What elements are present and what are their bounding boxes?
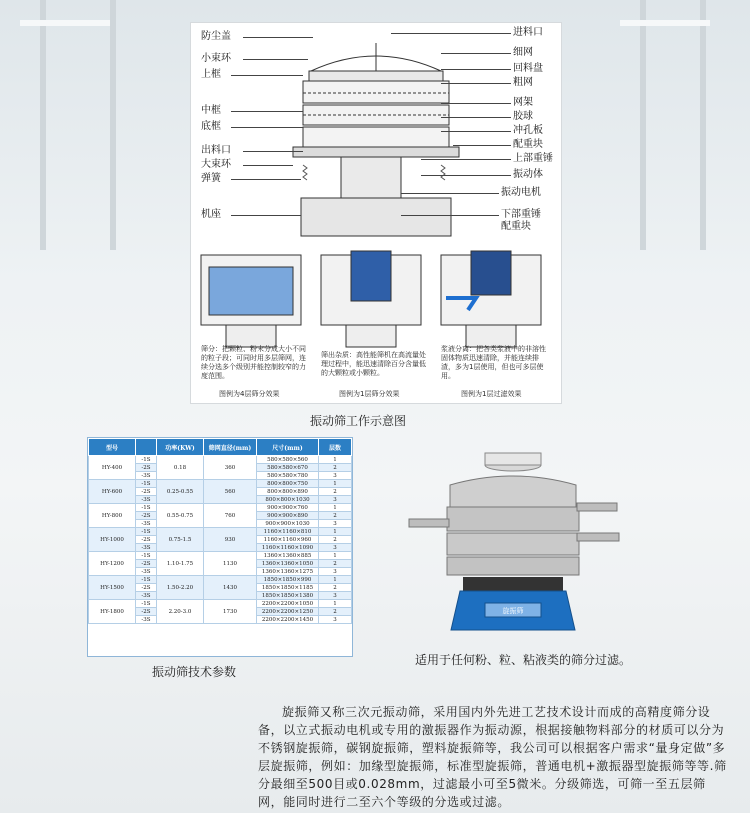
working-diagram-panel xyxy=(190,22,562,404)
cell-layer-code: -1S xyxy=(136,576,157,584)
product-caption: 适用于任何粉、粒、粘液类的筛分过滤。 xyxy=(415,653,632,667)
cell-size: 1160×1160×960 xyxy=(257,536,319,544)
cell-size: 800×800×890 xyxy=(257,488,319,496)
cell-layer-code: -1S xyxy=(136,528,157,536)
cell-layer-code: -3S xyxy=(136,616,157,624)
cell-model: HY-1500 xyxy=(89,576,136,600)
cell-diameter: 1730 xyxy=(204,600,257,624)
label-coarse-mesh: 粗网 xyxy=(513,77,533,88)
label-vibration-motor: 振动电机 xyxy=(501,187,541,198)
cell-power: 2.20-3.0 xyxy=(157,600,204,624)
cell-layer-code: -3S xyxy=(136,496,157,504)
cell-size: 1360×1360×1050 xyxy=(257,560,319,568)
cell-diameter: 930 xyxy=(204,528,257,552)
nameplate-text: 旋振筛 xyxy=(502,607,524,615)
cell-size: 800×800×750 xyxy=(257,480,319,488)
panel-caption-1: 图例为4层筛分效果 xyxy=(219,390,280,398)
cell-layers: 2 xyxy=(319,536,352,544)
cell-size: 1160×1160×1090 xyxy=(257,544,319,552)
cell-model: HY-600 xyxy=(89,480,136,504)
cell-model: HY-1800 xyxy=(89,600,136,624)
header-diameter: 筛网直径(mm) xyxy=(204,439,257,456)
panel-desc-1: 筛分：把颗粒、粉末分成大小不同的粒子段；可同时用多层筛网，连续分选多个级别并能控制较窄的力度范围。 xyxy=(201,345,306,380)
label-outlet: 出料口 xyxy=(201,145,231,156)
label-dust-cover: 防尘盖 xyxy=(201,31,231,42)
cell-size: 1850×1850×990 xyxy=(257,576,319,584)
cell-layers: 1 xyxy=(319,456,352,464)
cell-power: 1.50-2.20 xyxy=(157,576,204,600)
cell-power: 0.75-1.5 xyxy=(157,528,204,552)
label-fine-mesh: 细网 xyxy=(513,47,533,58)
cell-size: 900×900×760 xyxy=(257,504,319,512)
cell-size: 1850×1850×1185 xyxy=(257,584,319,592)
cell-layers: 2 xyxy=(319,488,352,496)
panel-caption-3: 图例为1层过滤效果 xyxy=(461,390,522,398)
label-mesh-frame: 网架 xyxy=(513,97,533,108)
header-size: 尺寸(mm) xyxy=(257,439,319,456)
label-punched-plate: 冲孔板 xyxy=(513,125,543,136)
cell-layers: 1 xyxy=(319,576,352,584)
table-title: 振动筛技术参数 xyxy=(152,665,237,679)
cell-layer-code: -1S xyxy=(136,480,157,488)
cell-layer-code: -3S xyxy=(136,544,157,552)
cell-power: 1.10-1.75 xyxy=(157,552,204,576)
header-power: 功率(KW) xyxy=(157,439,204,456)
cell-size: 1850×1850×1380 xyxy=(257,592,319,600)
cell-size: 580×580×780 xyxy=(257,472,319,480)
cell-layers: 3 xyxy=(319,496,352,504)
table-row xyxy=(89,576,352,584)
cell-diameter: 1430 xyxy=(204,576,257,600)
header-model: 型号 xyxy=(89,439,136,456)
panel-desc-3: 浆液分离：把各类浆液中的非溶性固体物质迅速清除，并能连续排渣，多为1层使用，但也可多层使用。 xyxy=(441,345,546,380)
cell-layer-code: -1S xyxy=(136,600,157,608)
cell-size: 580×580×670 xyxy=(257,464,319,472)
cell-layers: 3 xyxy=(319,616,352,624)
cell-layer-code: -3S xyxy=(136,568,157,576)
cell-layers: 1 xyxy=(319,480,352,488)
cell-model: HY-400 xyxy=(89,456,136,480)
cell-size: 900×900×1030 xyxy=(257,520,319,528)
label-base: 机座 xyxy=(201,209,221,220)
cell-size: 2200×2200×1050 xyxy=(257,600,319,608)
cell-layer-code: -1S xyxy=(136,504,157,512)
cell-layer-code: -3S xyxy=(136,592,157,600)
label-bottom-frame: 底框 xyxy=(201,121,221,132)
cell-layers: 3 xyxy=(319,568,352,576)
cell-layers: 1 xyxy=(319,552,352,560)
cell-layers: 3 xyxy=(319,472,352,480)
label-rubber-ball: 胶球 xyxy=(513,111,533,122)
cell-size: 1360×1360×1275 xyxy=(257,568,319,576)
cell-layer-code: -2S xyxy=(136,560,157,568)
cell-layers: 3 xyxy=(319,520,352,528)
cell-layers: 1 xyxy=(319,504,352,512)
cell-layers: 2 xyxy=(319,560,352,568)
cell-layers: 2 xyxy=(319,512,352,520)
cell-layer-code: -3S xyxy=(136,520,157,528)
label-inlet: 进料口 xyxy=(513,27,543,38)
spec-table-body xyxy=(89,456,352,624)
panel-caption-2: 图例为1层筛分效果 xyxy=(339,390,400,398)
cell-size: 2200×2200×1250 xyxy=(257,608,319,616)
header-layer-code xyxy=(136,439,157,456)
cell-layers: 3 xyxy=(319,592,352,600)
cell-diameter: 760 xyxy=(204,504,257,528)
cell-model: HY-1200 xyxy=(89,552,136,576)
label-big-clamp: 大束环 xyxy=(201,159,231,170)
cell-layers: 2 xyxy=(319,584,352,592)
diagram-title: 振动筛工作示意图 xyxy=(310,414,407,428)
table-row xyxy=(89,480,352,488)
label-upper-hammer: 上部重锤 xyxy=(513,153,553,164)
cell-layer-code: -2S xyxy=(136,512,157,520)
label-vibrating-body: 振动体 xyxy=(513,169,543,180)
cell-size: 800×800×1030 xyxy=(257,496,319,504)
cell-size: 1360×1360×885 xyxy=(257,552,319,560)
cell-layer-code: -2S xyxy=(136,608,157,616)
cell-size: 1160×1160×810 xyxy=(257,528,319,536)
cell-layer-code: -1S xyxy=(136,456,157,464)
table-row xyxy=(89,504,352,512)
label-middle-frame: 中框 xyxy=(201,105,221,116)
cell-layer-code: -2S xyxy=(136,584,157,592)
label-return-tray: 回料盘 xyxy=(513,63,543,74)
spec-table xyxy=(87,437,353,657)
product-description: 旋振筛又称三次元振动筛，采用国内外先进工艺技术设计而成的高精度筛分设备，以立式振动电机或专用的激振器作为振动源，根据接触物料部分的材质可以分为不锈钢旋振筛，碳钢旋振筛，塑料旋振筛等，我公司可以根据客户需求“量身定做”多层旋振筛，例如：加缘型旋振筛，标准型旋振筛，普通电机+激振器型旋振筛等等.筛分最细至500目或0.028mm，过滤最小可至5微米。分级筛选，可筛一至五层筛网，能同时进行二至六个等级的分选或过滤。 xyxy=(258,705,727,809)
cell-layer-code: -2S xyxy=(136,488,157,496)
table-row xyxy=(89,600,352,608)
cell-layer-code: -1S xyxy=(136,552,157,560)
table-row xyxy=(89,552,352,560)
panel-desc-2: 筛出杂质：高性能筛机在高流量处理过程中，能迅速清除百分含量低的大颗粒或小颗粒。 xyxy=(321,351,426,377)
cell-model: HY-800 xyxy=(89,504,136,528)
rotary-vibrating-sieve-image xyxy=(405,445,625,645)
label-counterweight-1: 配重块 xyxy=(513,139,543,150)
cell-layer-code: -2S xyxy=(136,536,157,544)
spec-table-grid xyxy=(88,438,352,624)
cell-model: HY-1000 xyxy=(89,528,136,552)
cell-layers: 1 xyxy=(319,600,352,608)
cell-power: 0.55-0.75 xyxy=(157,504,204,528)
table-row xyxy=(89,528,352,536)
cell-layers: 3 xyxy=(319,544,352,552)
label-spring: 弹簧 xyxy=(201,173,221,184)
table-row xyxy=(89,456,352,464)
cell-layers: 1 xyxy=(319,528,352,536)
cell-layers: 2 xyxy=(319,608,352,616)
cell-diameter: 560 xyxy=(204,480,257,504)
label-counterweight-2: 配重块 xyxy=(501,221,531,232)
label-small-clamp: 小束环 xyxy=(201,53,231,64)
cell-diameter: 360 xyxy=(204,456,257,480)
cell-power: 0.25-0.55 xyxy=(157,480,204,504)
cell-size: 580×580×560 xyxy=(257,456,319,464)
label-upper-frame: 上框 xyxy=(201,69,221,80)
spec-table-header-row xyxy=(89,439,352,456)
cell-layer-code: -3S xyxy=(136,472,157,480)
cell-layer-code: -2S xyxy=(136,464,157,472)
cell-diameter: 1130 xyxy=(204,552,257,576)
cell-layers: 2 xyxy=(319,464,352,472)
label-lower-hammer: 下部重锤 xyxy=(501,209,541,220)
cell-size: 900×900×890 xyxy=(257,512,319,520)
cell-power: 0.18 xyxy=(157,456,204,480)
header-layers: 层数 xyxy=(319,439,352,456)
cell-size: 2200×2200×1450 xyxy=(257,616,319,624)
